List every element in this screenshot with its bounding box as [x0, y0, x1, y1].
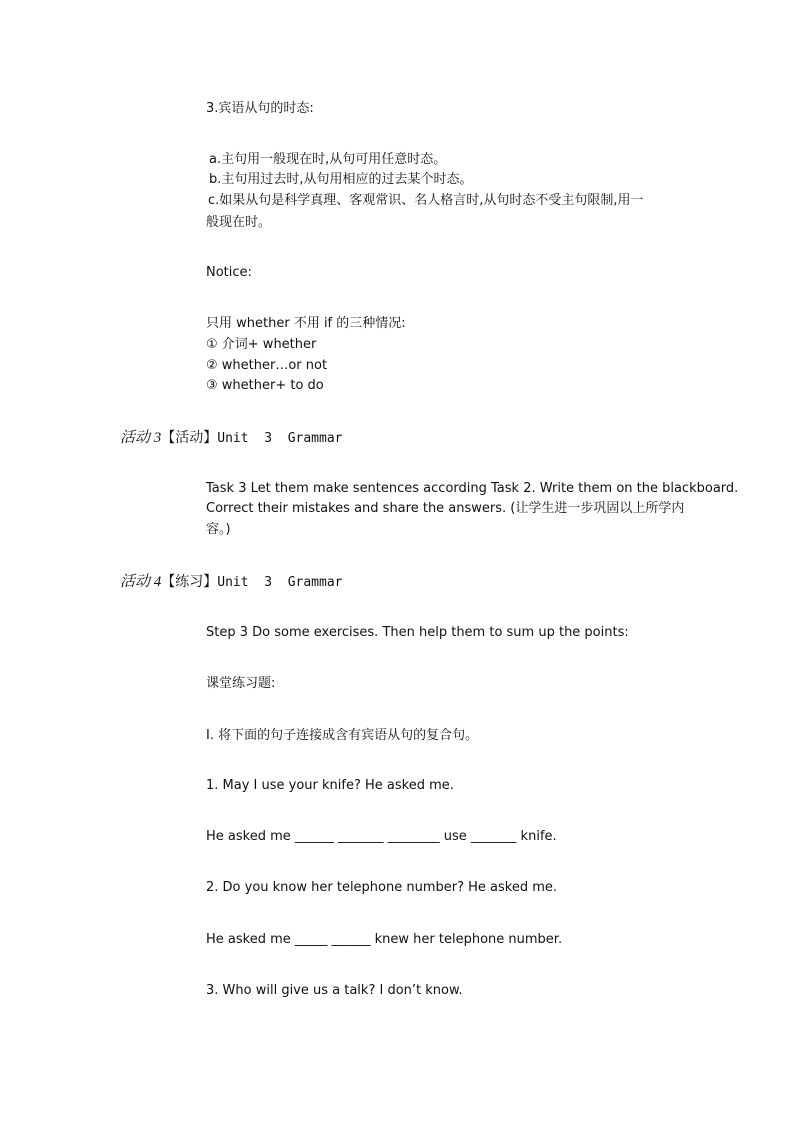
question-3-prompt: 3. Who will give us a talk? I don’t know. [206, 983, 463, 998]
practice-label: 课堂练习题: [206, 676, 276, 691]
section-title: 3.宾语从句的时态: [206, 101, 314, 116]
question-1-answer: He asked me ______ _______ ________ use _______ knife. [206, 829, 557, 844]
rule-b: b.主句用过去时,从句用相应的过去某个时态。 [209, 172, 473, 187]
activity-3-title: Unit 3 Grammar [217, 431, 343, 446]
question-1-prompt: 1. May I use your knife? He asked me. [206, 778, 454, 793]
rule-a: a.主句用一般现在时,从句可用任意时态。 [209, 152, 447, 167]
rule-c: c.如果从句是科学真理、客观常识、名人格言时,从句时态不受主句限制,用一 [208, 193, 644, 208]
activity-4-title: Unit 3 Grammar [217, 575, 343, 590]
activity-4-prefix: 活动 4 [120, 574, 162, 590]
step-3-text: Step 3 Do some exercises. Then help them to sum up the points: [206, 625, 629, 640]
task-3-line-1: Task 3 Let them make sentences according Task 2. Write them on the blackboard. [206, 481, 739, 496]
activity-3-heading [120, 429, 343, 448]
question-2-prompt: 2. Do you know her telephone number? He asked me. [206, 880, 558, 895]
rule-c-continued: 般现在时。 [206, 215, 272, 230]
notice-item-1: ① 介词+ whether [206, 337, 317, 352]
notice-label: Notice: [206, 265, 252, 280]
activity-4-heading [120, 573, 343, 592]
activity-3-prefix: 活动 3 [120, 430, 162, 446]
task-3-line-3: 容。) [206, 522, 231, 537]
part-one-instruction: I. 将下面的句子连接成含有宾语从句的复合句。 [206, 728, 479, 743]
notice-intro: 只用 whether 不用 if 的三种情况: [206, 316, 406, 331]
notice-item-2: ② whether…or not [206, 358, 328, 373]
activity-4-tag: 【练习】 [161, 574, 218, 590]
question-2-answer: He asked me _____ ______ knew her telephone number. [206, 932, 563, 947]
notice-item-3: ③ whether+ to do [206, 378, 324, 393]
activity-3-tag: 【活动】 [161, 430, 218, 446]
task-3-line-2: Correct their mistakes and share the answers. (让学生进一步巩固以上所学内 [206, 501, 685, 516]
